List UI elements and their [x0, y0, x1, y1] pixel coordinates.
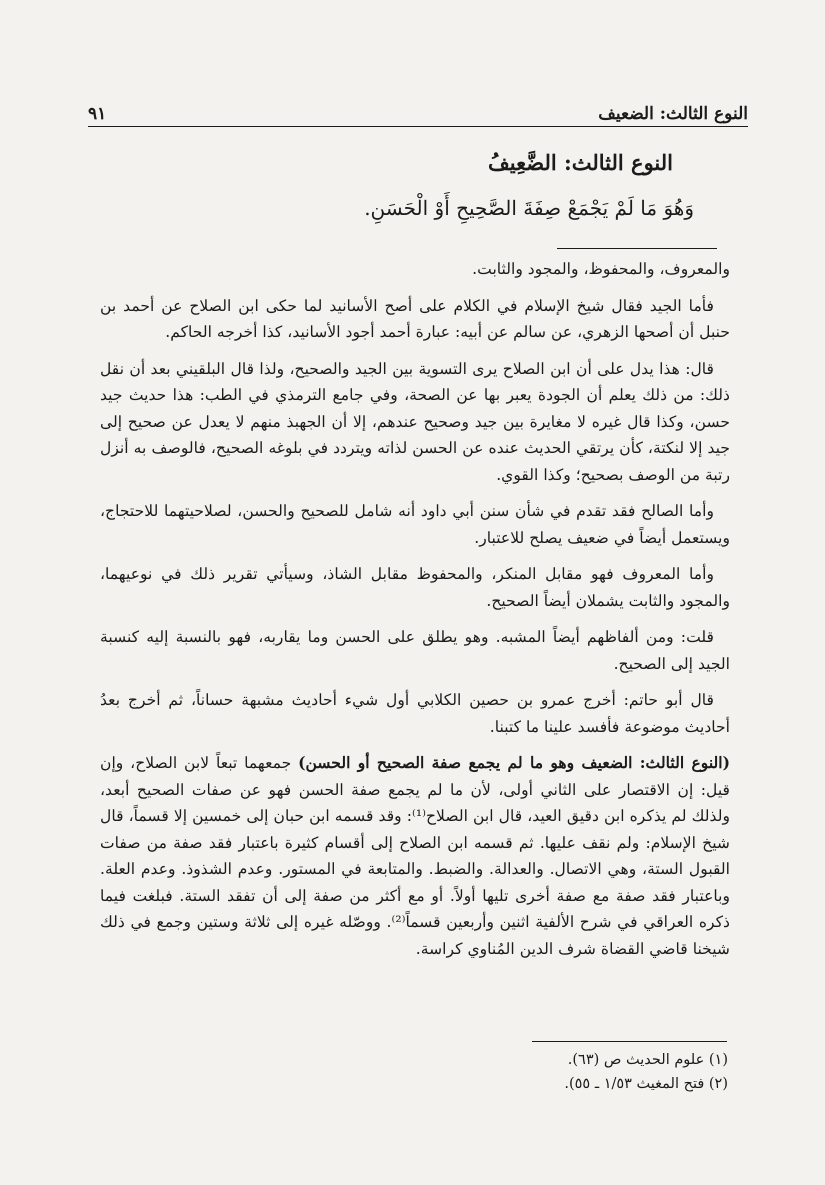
paragraph: والمعروف، والمحفوظ، والمجود والثابت.	[472, 260, 730, 278]
chapter-definition: وَهُوَ مَا لَمْ يَجْمَعْ صِفَةَ الصَّحِيحِ أَوْ الْحَسَنِ.	[364, 196, 694, 220]
header-rule	[88, 126, 748, 127]
paragraph: قال أبو حاتم: أخرج عمرو بن حصين الكلابي أول شيء أحاديث مشبهة حساناً، ثم أخرج بعدُ أحاديث موضوعة فأفسد علينا ما كتبنا.	[100, 691, 730, 736]
paragraph: فأما الجيد فقال شيخ الإسلام في الكلام على أصح الأسانيد لما حكى ابن الصلاح عن أحمد بن حنبل أن أصحها الزهري، عن سالم عن أبيه: عبارة أحمد أجود الأسانيد، كذا أخرجه الحاكم.	[100, 296, 730, 341]
footnotes	[100, 1048, 728, 1096]
page-number: ٩١	[88, 104, 107, 124]
chapter-title: النوع الثالث: الضَّعِيفُ	[488, 150, 673, 175]
footnote: (٢) فتح المغيث ١/٥٣ ـ ٥٥).	[564, 1076, 728, 1092]
header-title: النوع الثالث: الضعيف	[598, 104, 748, 124]
footnote: (١) علوم الحديث ص (٦٣).	[567, 1052, 728, 1068]
paragraph: قال: هذا يدل على أن ابن الصلاح يرى التسوية بين الجيد والصحيح، ولذا قال البلقيني بعد أن نقل ذلك: من ذلك يعلم أن الجودة يعبر بها عن الصحة، وفي جامع الترمذي في الطب: هذا حديث جيد حسن، وكذا قال غيره لا مغايرة بين جيد وصحيح عندهم، إلا أن الجهبذ منهم لا يعدل عن صحيح إلى جيد إلا لنكتة، كأن يرتقي الحديث عنده عن الحسن لذاته ويتردد في بلوغه الصحيح، فالوصف به أنزل رتبة من الوصف بصحيح؛ وكذا القوي.	[100, 359, 730, 484]
commentary-paragraph	[100, 750, 730, 962]
body-text	[100, 256, 730, 962]
section-divider	[557, 248, 717, 249]
commentary-text: جمعهما تبعاً لابن الصلاح، وإن قيل: إن الاقتصار على الثاني أولى، لأن ما لم يجمع صفة الحسن فهو عن صفات الصحيح أبعد، ولذلك لم يذكره ابن دقيق العيد، قال ابن الصلاح⁽¹⁾: وقد قسمه ابن حبان إلى خمسين إلا قسماً، قال شيخ الإسلام: ولم نقف عليها. ثم قسمه ابن الصلاح إلى أقسام كثيرة باعتبار فقد صفة من صفات القبول الستة، وهي الاتصال. والعدالة. والضبط. والمتابعة في المستور. وعدم الشذوذ. وعدم العلة. وباعتبار فقد صفة مع صفة أخرى تليها أولاً. أو مع أكثر من صفة إلى أن تفقد الستة. فبلغت فيما ذكره العراقي في شرح الألفية اثنين وأربعين قسماً⁽²⁾. ووصّله غيره إلى ثلاثة وستين وجمع في ذلك شيخنا قاضي القضاة شرف الدين المُناوي كراسة.	[100, 754, 730, 958]
paragraph: وأما الصالح فقد تقدم في شأن سنن أبي داود أنه شامل للصحيح والحسن، لصلاحيتهما للاحتجاج، ويستعمل أيضاً في ضعيف يصلح للاعتبار.	[100, 502, 730, 547]
footnote-rule	[532, 1041, 727, 1042]
paragraph: قلت: ومن ألفاظهم أيضاً المشبه. وهو يطلق على الحسن وما يقاربه، فهو بالنسبة إليه كنسبة الجيد إلى الصحيح.	[100, 628, 730, 673]
commentary-heading: (النوع الثالث: الضعيف وهو ما لم يجمع صفة الصحيح أو الحسن)	[298, 753, 730, 772]
paragraph: وأما المعروف فهو مقابل المنكر، والمحفوظ مقابل الشاذ، وسيأتي تقرير ذلك في نوعيهما، والمجود والثابت يشملان أيضاً الصحيح.	[100, 565, 730, 610]
running-header	[88, 98, 748, 124]
